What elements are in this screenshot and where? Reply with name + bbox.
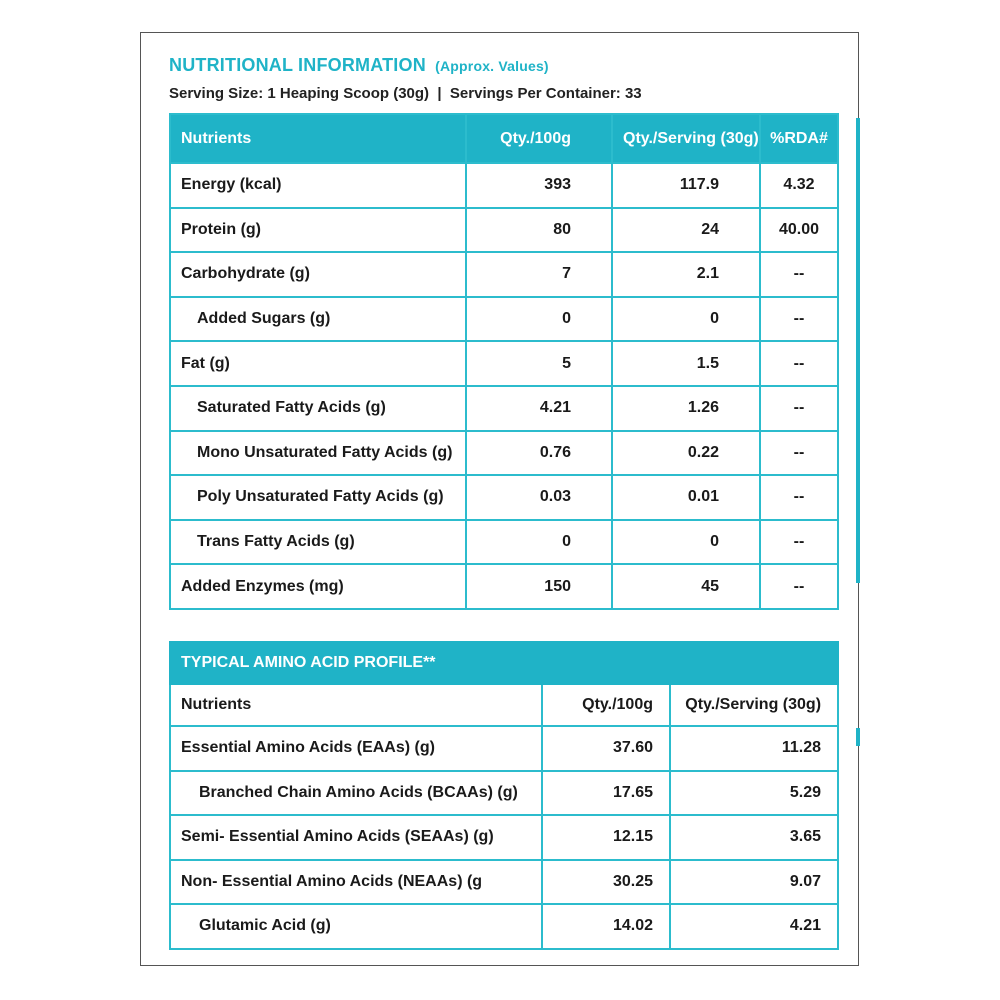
qty-per100: 150 xyxy=(466,564,612,609)
nutrition-table xyxy=(169,113,839,610)
nutrient-name: Saturated Fatty Acids (g) xyxy=(170,386,466,431)
qty-serving: 2.1 xyxy=(612,252,760,297)
qty-per100: 4.21 xyxy=(466,386,612,431)
table-row xyxy=(170,431,838,476)
qty-serving: 5.29 xyxy=(670,771,838,816)
amino-name: Branched Chain Amino Acids (BCAAs) (g) xyxy=(170,771,542,816)
table-row xyxy=(170,904,838,949)
table-row xyxy=(170,386,838,431)
side-accent-bar-small xyxy=(856,728,860,746)
qty-per100: 0.76 xyxy=(466,431,612,476)
amino-header-row xyxy=(170,684,838,726)
qty-serving: 0 xyxy=(612,297,760,342)
rda-value: -- xyxy=(760,386,838,431)
amino-name: Glutamic Acid (g) xyxy=(170,904,542,949)
qty-serving: 3.65 xyxy=(670,815,838,860)
table-row xyxy=(170,341,838,386)
rda-value: -- xyxy=(760,431,838,476)
nutrient-name: Poly Unsaturated Fatty Acids (g) xyxy=(170,475,466,520)
table-row xyxy=(170,815,838,860)
amino-title-row xyxy=(170,642,838,684)
qty-serving: 24 xyxy=(612,208,760,253)
qty-per100: 30.25 xyxy=(542,860,670,905)
qty-serving: 0.01 xyxy=(612,475,760,520)
amino-name: Non- Essential Amino Acids (NEAAs) (g xyxy=(170,860,542,905)
nutrient-name: Added Enzymes (mg) xyxy=(170,564,466,609)
qty-per100: 37.60 xyxy=(542,726,670,771)
col-per100: Qty./100g xyxy=(466,114,612,163)
qty-per100: 80 xyxy=(466,208,612,253)
qty-serving: 1.26 xyxy=(612,386,760,431)
amino-acid-table xyxy=(169,641,839,950)
nutrient-name: Fat (g) xyxy=(170,341,466,386)
nutrient-name: Protein (g) xyxy=(170,208,466,253)
col-serving: Qty./Serving (30g) xyxy=(670,684,838,726)
title-text: NUTRITIONAL INFORMATION xyxy=(169,55,426,75)
rda-value: -- xyxy=(760,564,838,609)
col-nutrients: Nutrients xyxy=(170,684,542,726)
col-nutrients: Nutrients xyxy=(170,114,466,163)
qty-per100: 5 xyxy=(466,341,612,386)
table-row xyxy=(170,475,838,520)
qty-serving: 11.28 xyxy=(670,726,838,771)
qty-per100: 7 xyxy=(466,252,612,297)
qty-per100: 17.65 xyxy=(542,771,670,816)
nutrient-name: Carbohydrate (g) xyxy=(170,252,466,297)
table-row xyxy=(170,860,838,905)
table-row xyxy=(170,564,838,609)
nutrient-name: Energy (kcal) xyxy=(170,163,466,208)
amino-name: Semi- Essential Amino Acids (SEAAs) (g) xyxy=(170,815,542,860)
serving-info: Serving Size: 1 Heaping Scoop (30g) | Servings Per Container: 33 xyxy=(169,85,642,102)
rda-value: -- xyxy=(760,252,838,297)
qty-serving: 0 xyxy=(612,520,760,565)
qty-serving: 4.21 xyxy=(670,904,838,949)
qty-serving: 117.9 xyxy=(612,163,760,208)
qty-per100: 0 xyxy=(466,297,612,342)
table-row xyxy=(170,163,838,208)
nutrient-name: Added Sugars (g) xyxy=(170,297,466,342)
qty-per100: 0 xyxy=(466,520,612,565)
nutrition-label xyxy=(140,32,859,966)
qty-serving: 1.5 xyxy=(612,341,760,386)
table-row xyxy=(170,208,838,253)
table-row xyxy=(170,726,838,771)
rda-value: -- xyxy=(760,475,838,520)
table-row xyxy=(170,297,838,342)
nutrient-name: Trans Fatty Acids (g) xyxy=(170,520,466,565)
qty-per100: 14.02 xyxy=(542,904,670,949)
table-row xyxy=(170,520,838,565)
col-serving: Qty./Serving (30g) xyxy=(612,114,760,163)
rda-value: 40.00 xyxy=(760,208,838,253)
rda-value: -- xyxy=(760,297,838,342)
qty-per100: 393 xyxy=(466,163,612,208)
side-accent-bar xyxy=(856,118,860,583)
table-row xyxy=(170,771,838,816)
amino-name: Essential Amino Acids (EAAs) (g) xyxy=(170,726,542,771)
table-row xyxy=(170,252,838,297)
qty-serving: 9.07 xyxy=(670,860,838,905)
qty-per100: 12.15 xyxy=(542,815,670,860)
col-rda: %RDA# xyxy=(760,114,838,163)
rda-value: -- xyxy=(760,341,838,386)
qty-serving: 45 xyxy=(612,564,760,609)
rda-value: 4.32 xyxy=(760,163,838,208)
qty-serving: 0.22 xyxy=(612,431,760,476)
qty-per100: 0.03 xyxy=(466,475,612,520)
nutrition-header-row xyxy=(170,114,838,163)
col-per100: Qty./100g xyxy=(542,684,670,726)
label-title xyxy=(169,55,549,76)
approx-values: (Approx. Values) xyxy=(435,58,549,74)
nutrient-name: Mono Unsaturated Fatty Acids (g) xyxy=(170,431,466,476)
amino-title: TYPICAL AMINO ACID PROFILE** xyxy=(170,642,838,684)
rda-value: -- xyxy=(760,520,838,565)
